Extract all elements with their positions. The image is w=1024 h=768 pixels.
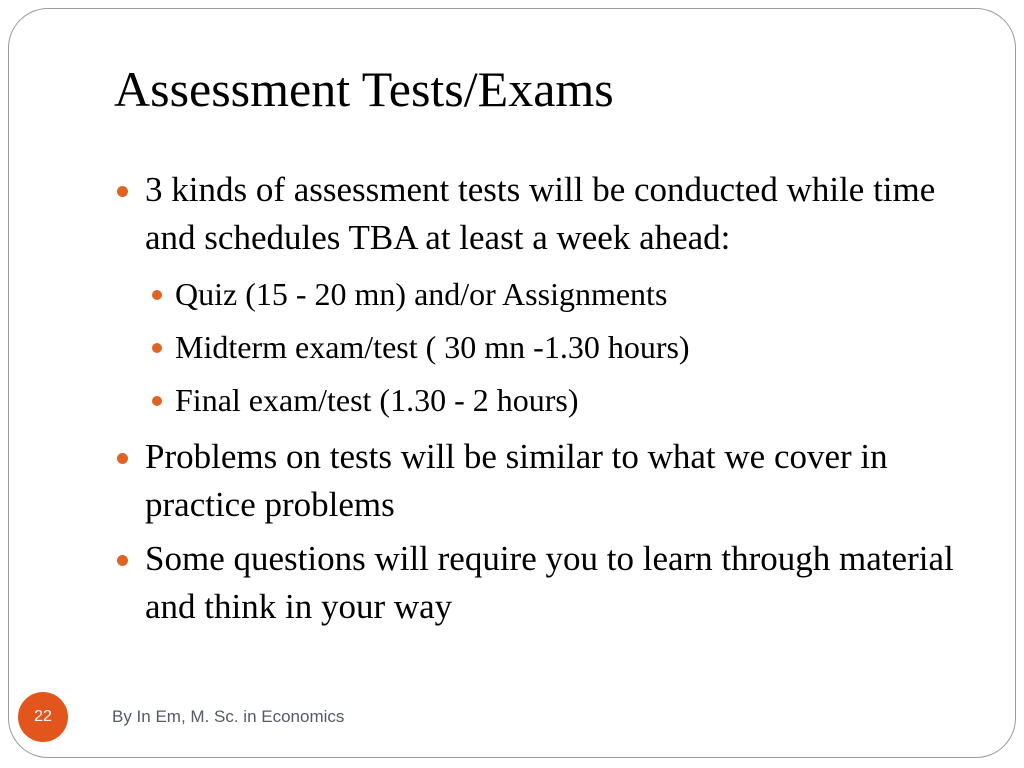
bullet-dot-icon xyxy=(152,343,162,353)
slide-title: Assessment Tests/Exams xyxy=(114,61,614,117)
slide-body xyxy=(110,166,980,637)
bullet-item-questions xyxy=(110,535,980,631)
sub-bullet-text: Midterm exam/test ( 30 mn -1.30 hours) xyxy=(175,329,690,365)
bullet-text: Problems on tests will be similar to what we cover in practice problems xyxy=(145,437,888,524)
slide-number-badge: 22 xyxy=(18,692,68,742)
bullet-text: Some questions will require you to learn through material and think in your way xyxy=(145,539,954,626)
bullet-dot-icon xyxy=(117,186,128,197)
bullet-dot-icon xyxy=(117,453,128,464)
footer-text: By In Em, M. Sc. in Economics xyxy=(112,707,345,726)
bullet-item-problems xyxy=(110,433,980,529)
sub-bullet-text: Quiz (15 - 20 mn) and/or Assignments xyxy=(175,276,668,312)
sub-bullet-item-quiz xyxy=(110,268,980,321)
bullet-text: 3 kinds of assessment tests will be conducted while time and schedules TBA at least a week ahead: xyxy=(145,170,936,257)
bullet-dot-icon xyxy=(152,290,162,300)
bullet-item-assessment-kinds xyxy=(110,166,980,262)
bullet-dot-icon xyxy=(117,555,128,566)
sub-bullet-text: Final exam/test (1.30 - 2 hours) xyxy=(175,382,579,418)
bullet-dot-icon xyxy=(152,396,162,406)
sub-bullet-item-midterm xyxy=(110,321,980,374)
sub-bullet-item-final xyxy=(110,374,980,427)
